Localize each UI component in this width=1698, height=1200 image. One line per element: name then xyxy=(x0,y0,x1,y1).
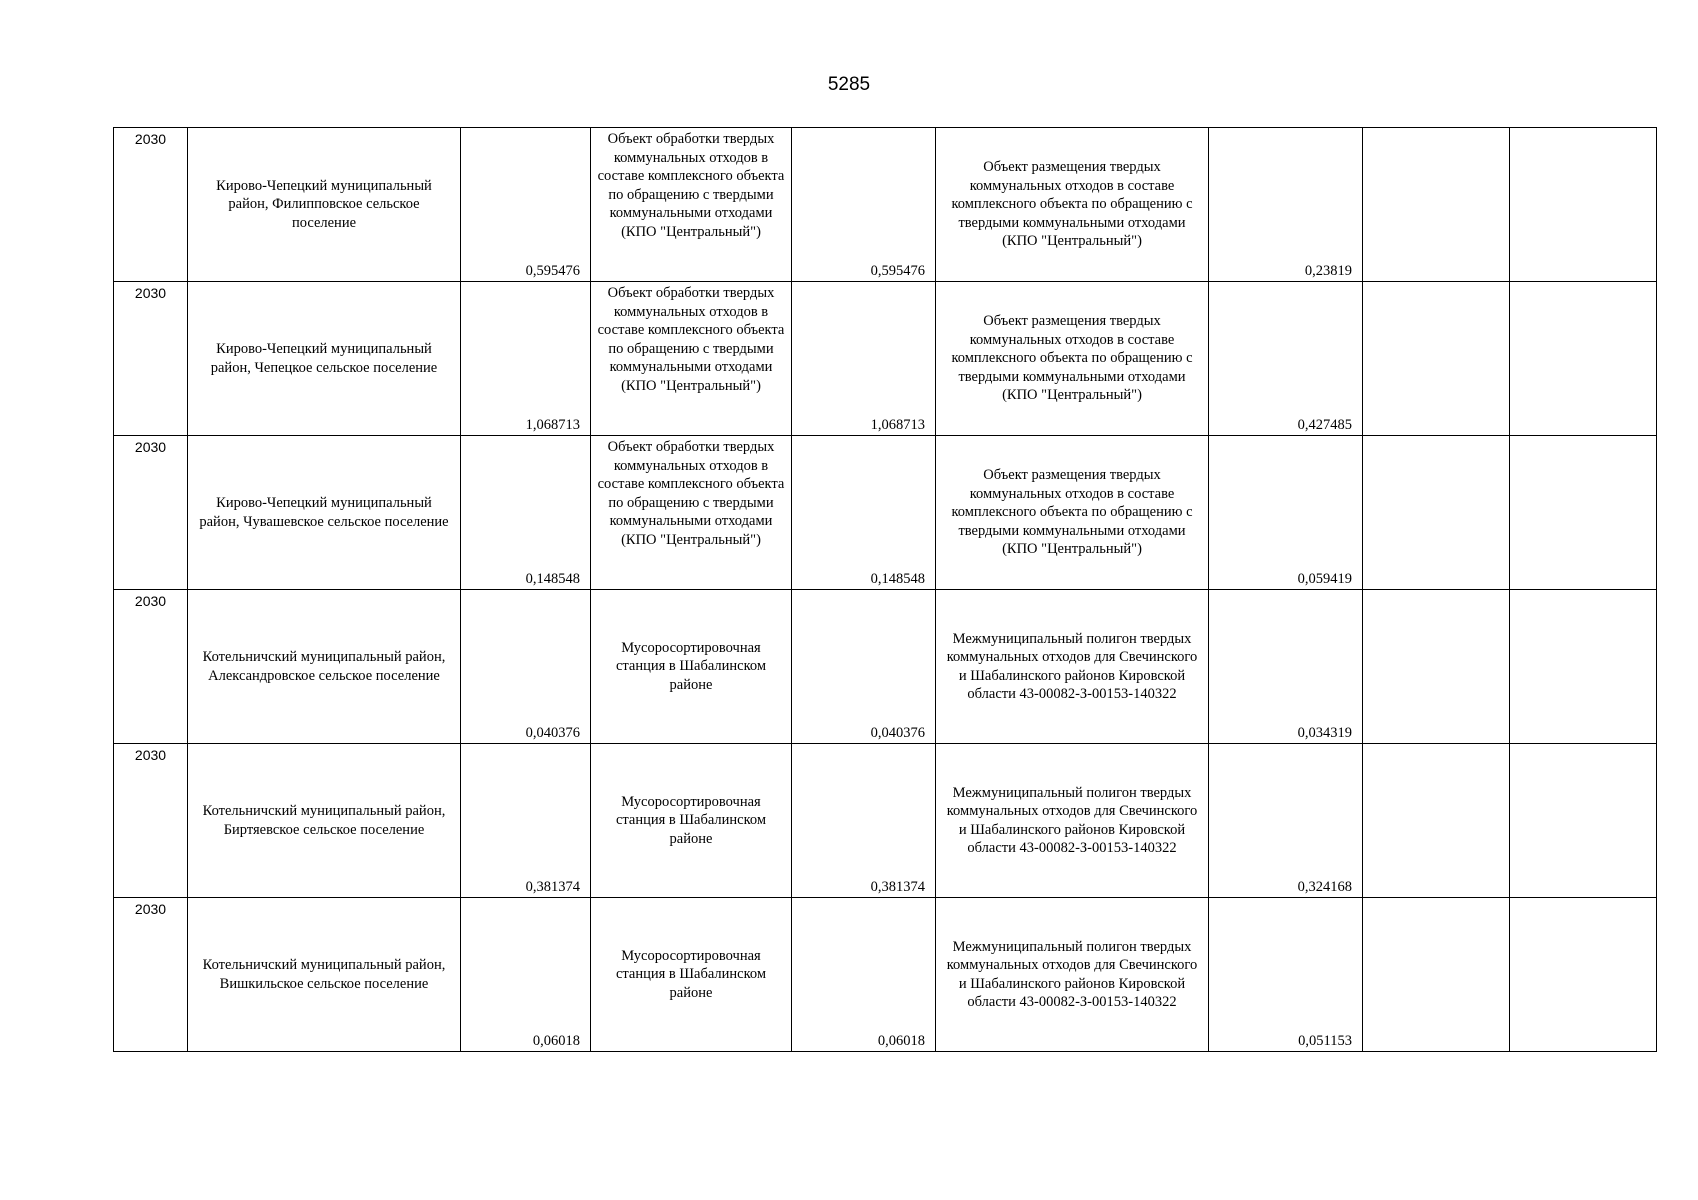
processing-object-cell: Объект обработки твердых коммунальных отходов в составе комплексного объекта по обращению с твердыми коммунальными отходами (КПО "Центральный") xyxy=(591,128,792,282)
page-number: 5285 xyxy=(827,74,871,95)
placement-object-cell: Объект размещения твердых коммунальных отходов в составе комплексного объекта по обращению с твердыми коммунальными отходами (КПО "Центральный") xyxy=(936,282,1209,436)
processing-object-cell: Объект обработки твердых коммунальных отходов в составе комплексного объекта по обращению с твердыми коммунальными отходами (КПО "Центральный") xyxy=(591,436,792,590)
placement-object-cell: Объект размещения твердых коммунальных отходов в составе комплексного объекта по обращению с твердыми коммунальными отходами (КПО "Центральный") xyxy=(936,128,1209,282)
municipality-cell: Котельничский муниципальный район, Биртяевское сельское поселение xyxy=(188,744,461,898)
value2-cell: 0,148548 xyxy=(792,436,936,590)
value1-cell: 0,06018 xyxy=(461,898,591,1052)
empty-cell xyxy=(1363,128,1510,282)
table-row xyxy=(114,282,1657,436)
year-cell: 2030 xyxy=(114,128,188,282)
processing-object-cell: Мусоросортировочная станция в Шабалинском районе xyxy=(591,744,792,898)
empty-cell xyxy=(1363,744,1510,898)
value1-cell: 1,068713 xyxy=(461,282,591,436)
value1-cell: 0,381374 xyxy=(461,744,591,898)
value1-cell: 0,148548 xyxy=(461,436,591,590)
value3-cell: 0,23819 xyxy=(1209,128,1363,282)
empty-cell xyxy=(1363,590,1510,744)
empty-cell xyxy=(1510,436,1657,590)
year-cell: 2030 xyxy=(114,744,188,898)
value3-cell: 0,059419 xyxy=(1209,436,1363,590)
municipality-cell: Котельничский муниципальный район, Александровское сельское поселение xyxy=(188,590,461,744)
year-cell: 2030 xyxy=(114,590,188,744)
table-row xyxy=(114,436,1657,590)
empty-cell xyxy=(1363,282,1510,436)
value3-cell: 0,324168 xyxy=(1209,744,1363,898)
placement-object-cell: Межмуниципальный полигон твердых коммунальных отходов для Свечинского и Шабалинского районов Кировской области 43-00082-З-00153-140322 xyxy=(936,590,1209,744)
empty-cell xyxy=(1510,744,1657,898)
placement-object-cell: Объект размещения твердых коммунальных отходов в составе комплексного объекта по обращению с твердыми коммунальными отходами (КПО "Центральный") xyxy=(936,436,1209,590)
value2-cell: 0,040376 xyxy=(792,590,936,744)
processing-object-cell: Объект обработки твердых коммунальных отходов в составе комплексного объекта по обращению с твердыми коммунальными отходами (КПО "Центральный") xyxy=(591,282,792,436)
year-cell: 2030 xyxy=(114,898,188,1052)
table-row xyxy=(114,590,1657,744)
empty-cell xyxy=(1510,282,1657,436)
empty-cell xyxy=(1510,590,1657,744)
waste-flow-table xyxy=(113,127,1657,1052)
empty-cell xyxy=(1363,436,1510,590)
value3-cell: 0,034319 xyxy=(1209,590,1363,744)
empty-cell xyxy=(1510,898,1657,1052)
value2-cell: 0,381374 xyxy=(792,744,936,898)
year-cell: 2030 xyxy=(114,282,188,436)
value2-cell: 0,06018 xyxy=(792,898,936,1052)
empty-cell xyxy=(1510,128,1657,282)
processing-object-cell: Мусоросортировочная станция в Шабалинском районе xyxy=(591,898,792,1052)
municipality-cell: Кирово-Чепецкий муниципальный район, Чувашевское сельское поселение xyxy=(188,436,461,590)
municipality-cell: Котельничский муниципальный район, Вишкильское сельское поселение xyxy=(188,898,461,1052)
value3-cell: 0,051153 xyxy=(1209,898,1363,1052)
table-row xyxy=(114,744,1657,898)
table-body xyxy=(114,128,1657,1052)
municipality-cell: Кирово-Чепецкий муниципальный район, Чепецкое сельское поселение xyxy=(188,282,461,436)
placement-object-cell: Межмуниципальный полигон твердых коммунальных отходов для Свечинского и Шабалинского районов Кировской области 43-00082-З-00153-140322 xyxy=(936,744,1209,898)
value2-cell: 1,068713 xyxy=(792,282,936,436)
year-cell: 2030 xyxy=(114,436,188,590)
value1-cell: 0,595476 xyxy=(461,128,591,282)
value1-cell: 0,040376 xyxy=(461,590,591,744)
empty-cell xyxy=(1363,898,1510,1052)
placement-object-cell: Межмуниципальный полигон твердых коммунальных отходов для Свечинского и Шабалинского районов Кировской области 43-00082-З-00153-140322 xyxy=(936,898,1209,1052)
value3-cell: 0,427485 xyxy=(1209,282,1363,436)
table-row xyxy=(114,898,1657,1052)
processing-object-cell: Мусоросортировочная станция в Шабалинском районе xyxy=(591,590,792,744)
table-row xyxy=(114,128,1657,282)
municipality-cell: Кирово-Чепецкий муниципальный район, Филипповское сельское поселение xyxy=(188,128,461,282)
value2-cell: 0,595476 xyxy=(792,128,936,282)
